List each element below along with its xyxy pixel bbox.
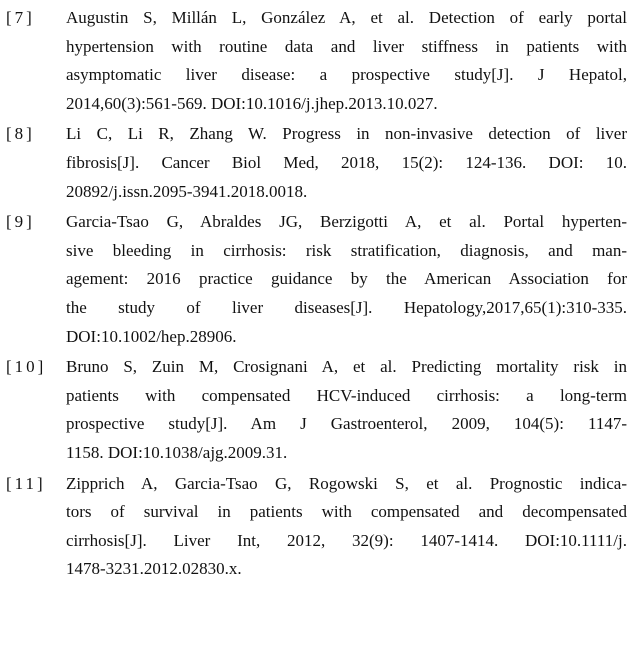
reference-item-11 [0, 470, 637, 584]
reference-item-10 [0, 353, 637, 467]
reference-text-line: prospective study[J]. Am J Gastroenterol, 2009, 104(5): 1147- [66, 414, 627, 434]
reference-text-line: agement: 2016 practice guidance by the American Association for [66, 269, 627, 289]
reference-text-line: fibrosis[J]. Cancer Biol Med, 2018, 15(2): 124-136. DOI: 10. [66, 152, 627, 172]
reference-text-line: patients with compensated HCV-induced cirrhosis: a long-term [66, 385, 627, 405]
reference-item-9 [0, 208, 637, 351]
reference-text-line: 1478-3231.2012.02830.x. [66, 559, 242, 579]
reference-number: [10] [6, 357, 47, 377]
reference-text-line: Garcia-Tsao G, Abraldes JG, Berzigotti A, et al. Portal hyperten- [66, 212, 627, 232]
reference-text-line: Zipprich A, Garcia-Tsao G, Rogowski S, et al. Prognostic indica- [66, 473, 627, 493]
reference-number: [7] [6, 8, 35, 27]
reference-text-line: tors of survival in patients with compensated and decompensated [66, 502, 627, 522]
reference-text-line: 1158. DOI:10.1038/ajg.2009.31. [66, 442, 288, 462]
reference-text-line: the study of liver diseases[J]. Hepatology,2017,65(1):310-335. [66, 297, 627, 317]
reference-text-line: hypertension with routine data and liver stiffness in patients with [66, 36, 627, 56]
reference-item-7 [0, 4, 637, 118]
reference-number: [8] [6, 124, 35, 144]
reference-text-line: Augustin S, Millán L, González A, et al. Detection of early portal [66, 8, 627, 27]
reference-list [0, 4, 637, 586]
reference-text-line: asymptomatic liver disease: a prospective study[J]. J Hepatol, [66, 65, 627, 85]
reference-text-line: 20892/j.issn.2095-3941.2018.0018. [66, 181, 308, 201]
reference-text-line: DOI:10.1002/hep.28906. [66, 326, 237, 346]
reference-number: [11] [6, 473, 46, 493]
reference-text-line: cirrhosis[J]. Liver Int, 2012, 32(9): 1407-1414. DOI:10.1111/j. [66, 530, 627, 550]
reference-number: [9] [6, 212, 35, 232]
reference-text-line: sive bleeding in cirrhosis: risk stratification, diagnosis, and man- [66, 240, 627, 260]
reference-text-line: Bruno S, Zuin M, Crosignani A, et al. Predicting mortality risk in [66, 357, 627, 377]
reference-text-line: Li C, Li R, Zhang W. Progress in non-invasive detection of liver [66, 124, 627, 144]
reference-text-line: 2014,60(3):561-569. DOI:10.1016/j.jhep.2013.10.027. [66, 93, 438, 113]
reference-item-8 [0, 120, 637, 206]
